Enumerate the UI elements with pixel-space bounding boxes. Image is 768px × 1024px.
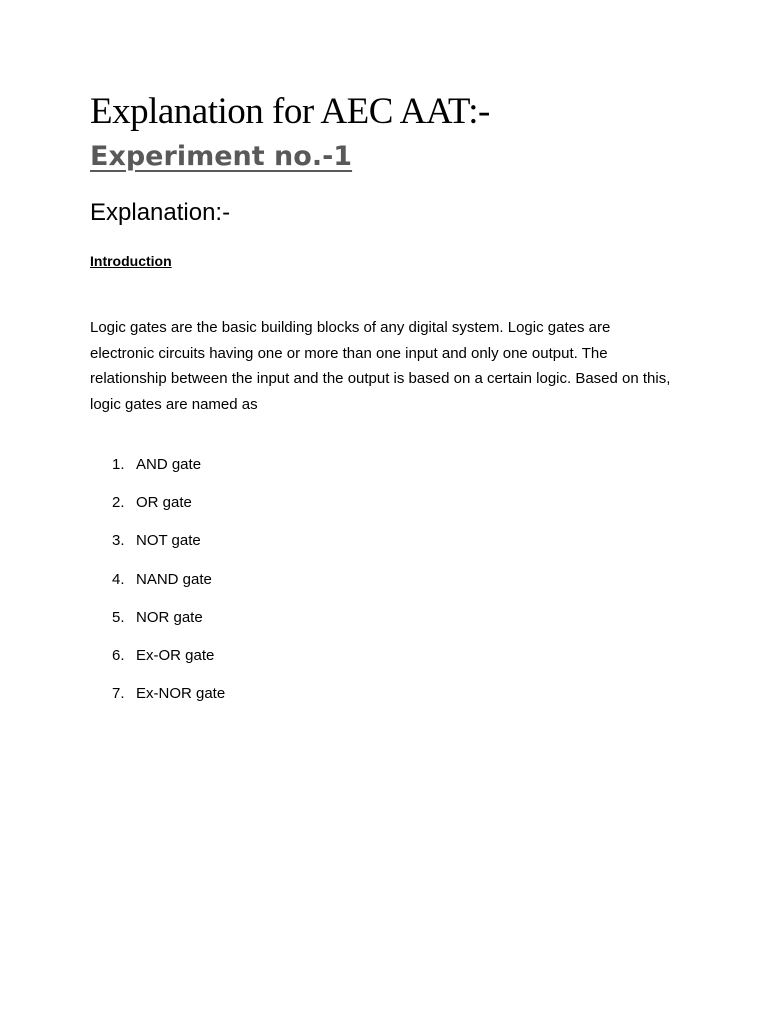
experiment-heading: Experiment no.-1 (90, 141, 353, 172)
list-item-label: NOR gate (136, 608, 203, 626)
list-item-label: Ex-NOR gate (136, 685, 226, 703)
list-item-label: AND gate (136, 456, 202, 473)
explanation-heading: Explanation:- (90, 199, 231, 226)
introduction-paragraph: Logic gates are the basic building blocks of any digital system. Logic gates are electronic circuits having one or more than one input and only one output. The relationship between the input and the output is based on a certain logic. Based on this, logic gates are named as (90, 319, 671, 413)
document-title: Explanation for AEC AAT:- (90, 91, 490, 132)
introduction-heading: Introduction (90, 253, 172, 269)
list-item-number: 1. (112, 456, 125, 473)
list-item-label: NOT gate (136, 532, 201, 550)
list-item-label: OR gate (136, 494, 192, 512)
list-item-label: Ex-OR gate (136, 646, 215, 664)
list-item-number: 6. (112, 646, 125, 664)
list-item-number: 4. (112, 570, 125, 588)
list-item-number: 7. (112, 685, 125, 703)
list-item-number: 2. (112, 494, 125, 512)
list-item-label: NAND gate (136, 570, 212, 588)
list-item-number: 5. (112, 608, 125, 626)
list-item-number: 3. (112, 532, 125, 550)
